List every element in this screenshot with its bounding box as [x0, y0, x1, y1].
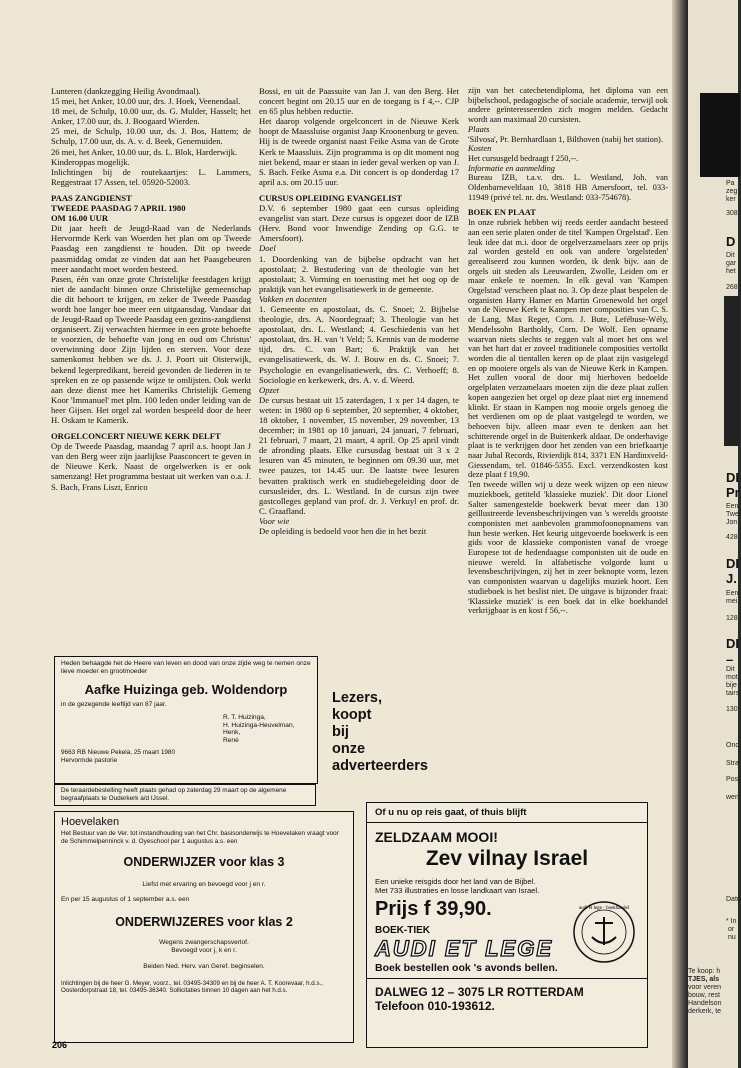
pref-line: Bevoegd voor j, k en r.	[171, 946, 237, 954]
fragment-text: J.	[726, 571, 737, 586]
fragment-text: Een	[726, 503, 739, 510]
subheading: Plaats	[468, 124, 490, 134]
fragment-text: –	[726, 652, 734, 667]
address-line: 9663 RB Nieuwe Pekela, 25 maart 1980	[61, 749, 176, 757]
section-heading: BOEK EN PLAAT	[468, 208, 536, 218]
appeal-line: Lezers,	[332, 690, 382, 706]
appeal-line: koopt	[332, 707, 372, 723]
appeal-line: onze	[332, 741, 366, 757]
address-line: Hervormde pastorie	[61, 756, 118, 764]
paragraph: Kinderoppas mogelijk.	[51, 156, 130, 167]
fragment-text: mot	[726, 674, 738, 681]
photo-block	[724, 296, 740, 446]
section-heading: CURSUS OPLEIDING EVANGELIST	[259, 192, 403, 203]
column-2	[259, 86, 459, 536]
fragment-text: Te koop: h	[688, 968, 721, 975]
fragment-text: Datu	[726, 896, 741, 903]
order-text: Boek bestellen ook 's avonds bellen.	[367, 962, 647, 979]
fragment-text: Een	[726, 590, 739, 597]
fragment-text: DI	[726, 636, 739, 651]
vacancy-intro-2: En per 15 augustus of 1 september a.s. een	[61, 896, 190, 904]
ad-header: Of u nu op reis gaat, of thuis blijft	[367, 803, 647, 823]
paragraph: zijn van het catechetendiploma, het diploma van een bijbelschool, pedagogische of sociale academie, terwijl ook andere geïnteresseerden zich mogen melden. Gedacht wordt aan maximaal 20 cursisten.	[468, 86, 668, 125]
shop-name: AUDI ET LEGE	[375, 936, 554, 961]
appeal-line: bij	[332, 724, 349, 740]
fragment-text: Dit	[726, 252, 735, 259]
fragment-text: zeg	[726, 188, 738, 195]
readers-appeal	[332, 690, 428, 775]
fragment-text: 268	[726, 284, 738, 291]
family-name: Henk,	[223, 729, 241, 737]
column-3	[468, 86, 668, 616]
fragment-text: mei	[726, 598, 738, 605]
column-1	[51, 86, 251, 492]
paragraph: Dit jaar heeft de Jeugd-Raad van de Nederlands Hervormde Kerk van Woerden het plan om op Tweede Paasdag een zangdienst te houden. Dit op tweede paasmiddag omdat ze vinden dat aan het Paasgebeuren meer aandacht moet worden besteed.	[51, 223, 251, 274]
pref-line: Wegens zwangerschapsverlof.	[159, 939, 249, 947]
paragraph: 1. Doordenking van de bijbelse opdracht van het apostolaat; 2. Bestudering van de theologie van het apostolaat; 3. Vorming en toerusting met het oog op de praktijk van het evangelisatiewerk in de gemeente.	[259, 253, 459, 294]
vacancy-place: Hoevelaken	[61, 816, 120, 828]
fragment-text: Pr	[726, 485, 740, 500]
book-title: Zev vilnay Israel	[425, 847, 589, 870]
fragment-text: Twe	[726, 511, 739, 518]
fragment-text: tairs	[726, 690, 740, 697]
book-price: Prijs f 39,90.	[375, 898, 492, 920]
page-gutter	[672, 0, 688, 1068]
fragment-text: Handelson	[688, 1000, 722, 1007]
paragraph: 1. Gemeente en apostolaat, ds. C. Snoei; 2. Bijbelse theologie, drs. A. Noordegraaf; 3. Theologie van het apostolaat, drs. L. Westland; 4. Geschiedenis van het apostolaat, drs. H. van 't Veld; 5. Kennis van de moderne tijd, drs. C. van Bart; 6. Praktijk van het evangelisatiewerk, ds. W. J. Bouw en ds. C. Snoei; 7. Psychologie en evangelisatiewerk, drs. C. Verhoeff; 8. Sociologie en kerkewerk, drs. A. v. d. Weerd.	[259, 303, 459, 385]
fragment-text: ker	[726, 196, 736, 203]
fragment-text: voor veren	[688, 984, 722, 991]
vacancy-members: Beiden Ned. Herv. van Geref. beginselen.	[143, 962, 265, 970]
paragraph: Op de Tweede Paasdag, maandag 7 april a.s. hoopt Jan J van den Berg weer zijn jaarlijkse Paasconcert te geven in de Nieuwe Kerk. Naast de orgelwerken is er ook samenzang! Het programma bestaat uit werken van o.a. J. S. Bach, Frans Liszt, Enrico	[51, 441, 251, 492]
paragraph: Ten tweede willen wij u deze week wijzen op een nieuw muziekboek, getiteld 'klassieke muziek'. Dit door Lionel Salter samengestelde boekwerk bevat meer dan 130 geïllustreerde levensbeschrijvingen van 's werelds grootste componisten met aanbevolen grammofoonopnamens van hun beste werken. Het keurig uitgevoerde boekwerk is een gids voor de klassieke componisten vanaf de vroege Europese tot de hedendaagse componisten uit de oude en nieuwe wereld. In alfabetische volgorde kunt u levensbeschrijvingen, zij het in zeer beknopte vorm, lezen van componisten waarvan u dagelijks muziek hoort. Een studieboek is het beslist niet. De uitgave is bijzonder fraai: 'Klassieke muziek' is een boek dat in elke boekhandel verkrijgbaar is en kost f 56,--.	[468, 480, 668, 616]
burial-text: De teraardebestelling heeft plaats gehad op zaterdag 29 maart op de algemene begraafplaats te Ouderkerk a/d IJssel.	[61, 787, 287, 802]
desc-line: Een unieke reisgids door het land van de Bijbel.	[375, 877, 536, 886]
desc-line: Met 733 illustraties en losse landkaart van Israel.	[375, 886, 540, 895]
seal-text: audi et lege · boekhandel	[578, 906, 630, 911]
paragraph: In onze rubriek hebben wij reeds eerder aandacht besteed aan een serie platen onder de titel 'Kampen Orgelstad'. Een leuk idee dat m.i. door de orgelverzamelaars zeer op prijs zal worden gesteld en ook van andere 'orgelsteden' gerealiseerd zou kunnen worden, ik denk bijv. aan de orgels uit steden als Leeuwarden, Zwolle, Leiden om er maar enkele te noemen. In elk geval van 'Kampen Orgelstad' verscheen plaat no. 3. Op deze plaat bespelen de organisten Harry Hamer en Martin Groenewold het orgel van de Nieuwe Kerk te Kampen met composities van C. S. de Lang, Max Reger, Corn. J. Bute, Lefébuse-Wély, Mendelssohn Bartholdy, Corn. De Wolf. Een opname waarvan niets slechts te zeggen valt al moet het ons wel van het hart dat er zoveel traditionele composities vertolkt worden die al tientallen keren op de plaat zijn vastgelegd en op mooiere orgels als van de Nieuwe Kerk in Kampen. Het zullen vooral de door mij hierboven bedoelde orgelplaten verzamelaars moeten zijn die deze plaat zullen kopen aangezien het orgel op deze plaat niet erg innemend klinkt. Er staan in Kampen nog mooie orgels genoeg die het verdienen om op de plaat vastgelegd te worden, we behoeven bijv. alleen maar even te denken aan het schitterende orgel in de Buitenkerk aldaar. De onderhavige plaat is te verkrijgen door het zenden van een briefkaartje naar Jubal Records, Rivierdijk 814, 3371 EN Hardinxveld-Giessendam, tel. 01846-5355. Excl. verzendkosten kost deze plaat f 19,90.	[468, 218, 668, 480]
audi-et-lege-seal-icon	[571, 899, 637, 965]
shop-address: DALWEG 12 – 3075 LR ROTTERDAM	[375, 985, 584, 999]
fragment-text: or	[728, 926, 735, 933]
fragment-text: Jon	[726, 519, 738, 526]
fragment-text: B	[726, 158, 736, 173]
subheading: Doel	[259, 243, 276, 254]
family-names	[55, 708, 317, 744]
paragraph: 26 mei, het Anker, 10.00 uur, ds. L. Blok, Harderwijk.	[51, 146, 238, 157]
subheading: Informatie en aanmelding	[468, 163, 555, 173]
paragraph: Pasen, één van onze grote Christelijke feestdagen krijgt niet de aandacht binnen onze Christelijke gemeenschap die dit behoort te krijgen, en zeker de Tweede Paasdag wordt hoe langer hoe meer een uitgaansdag. Vandaar dat de Jeugd-Raad op Tweede Paasdag een gezins-zangdienst organiseert. Zij verwachten hiermee in een grote behoefte te voorzien, de behoefte van jong en oud om Christus' overwinning door Zijn lijden en sterven. Voor deze samenkomst hebben we ds. J. J. Poort uit Oisterwijk, bekend legerpredikant, bereid gevonden de liederen in te spreken en ze op passende wijze te omlijsten. Ook werkt aan deze dienst mee het Kameriks Christelijk Gemeng Koor 'Immanuel' met plm. 100 leden onder leiding van de heer Gijsen. Het orgel zal worden bespeeld door de heer H. Oskam te Kamerik.	[51, 273, 251, 425]
fragment-text: Stra	[726, 760, 739, 767]
notice-age: in de gezegende leeftijd van 87 jaar.	[61, 701, 167, 708]
fragment-text: Ond	[726, 742, 740, 749]
vacancy-pref-2	[61, 939, 347, 955]
right-page-fragment	[688, 0, 741, 1068]
paragraph: Bossi, en uit de Paassuite van Jan J. van den Berg. Het concert begint om 20.15 uur en de toegang is f 4,--. CJP en 65 plus hebben reductie.	[259, 86, 459, 117]
fragment-text: Post	[726, 776, 741, 783]
paragraph: De cursus bestaat uit 15 zaterdagen, 1 x per 14 dagen, te weten: in 1980 op 6 september, 20 september, 4 oktober, 18 oktober, 1 november, 15 november, 29 november, 13 december; in 1981 op 10 januari, 24 januari, 7 februari, 21 februari, 7 maart, 21 maart, 4 april. Op 25 april vindt de afronding plaats. Elke cursusdag bestaat uit 3 x 2 lesuren van 45 minuten, te beginnen om 09.30 uur, met twee pauzes, tot 14.45 uur. De laatste twee lesuren bevatten praktisch werk en studiebegeleiding door de cursusleider, drs. L. Westland. In de cursus zijn twee gastcolleges gepland van prof. dr. J. Verkuyl en prof. dr. C. Graafland.	[259, 394, 459, 516]
vacancy-pref-1: Liefst met ervaring en bevoegd voor j en r.	[142, 881, 266, 889]
book-description	[367, 871, 647, 895]
section-subheading: TWEEDE PAASDAG 7 APRIL 1980	[51, 203, 186, 214]
appeal-line: adverteerders	[332, 758, 428, 774]
family-name: H. Huizinga-Heuvelman,	[223, 721, 295, 729]
paragraph: 15 mei, het Anker, 10.00 uur, drs. J. Hoek, Veenendaal.	[51, 96, 241, 107]
paragraph: Bureau IZB, t.a.v. drs. L. Westland, Joh. van Oldenbarneveltlaan 10, 3818 HB Amersfoort, tel. 033-11949 (privé tel. nr. drs. Westland: 033-754678).	[468, 173, 668, 202]
subheading: Kosten	[468, 144, 492, 154]
family-name: R. T. Huizinga,	[223, 714, 266, 721]
shop-phone: Telefoon 010-193612.	[375, 999, 495, 1013]
fragment-text: 128	[726, 615, 738, 622]
vacancy-title-1: ONDERWIJZER voor klas 3	[123, 855, 285, 870]
paragraph: D.V. 6 september 1980 gaat een cursus opleiding evangelist van start. Deze cursus is opgezet door de IZB (Herv. Bond voor Inwendige Zending op G.G. te Amersfoort).	[259, 203, 459, 244]
fragment-text: bije	[726, 682, 737, 689]
book-advertisement	[366, 802, 648, 1048]
paragraph: 18 mei, de Schulp, 10.00 uur, ds. G. Mulder, Hasselt; het Anker, 17.00 uur, ds. J. Boogaard Wierden.	[51, 106, 251, 127]
paragraph: Het daarop volgende orgelconcert in de Nieuwe Kerk hoopt de Maassluise organist Jaap Kroonenburg te geven. Hij is de tweede organist naast Feike Asma van de Grote Kerk te Maassluis. Zijn programma is op dit moment nog niet bekend, maar er staan in ieder geval werken op van J. S. Bach. Feike Asma e.a. Dit concert is op donderdag 17 april a.s. om 20.15 uur.	[259, 116, 459, 187]
paragraph: 'Silvosa', Pr. Bernhardlaan 1, Bilthoven (nabij het station).	[468, 134, 663, 144]
fragment-text: derkerk, te	[688, 1008, 722, 1015]
subheading: Vakken en docenten	[259, 293, 327, 304]
section-subheading: OM 16.00 UUR	[51, 213, 109, 224]
fragment-text: wen	[726, 794, 739, 801]
fragment-text: 130	[726, 706, 738, 713]
paragraph: Inlichtingen bij de routekaartjes: L. Lammers, Reggestraat 17 Assen, tel. 05920-52003.	[51, 166, 251, 187]
fragment-text: DI	[726, 556, 739, 571]
paragraph: De opleiding is bedoeld voor hen die in het bezit	[259, 526, 427, 537]
notice-intro: Heden behaagde het de Heere van leven en dood van onze zijde weg te nemen onze lieve moeder en grootmoeder	[61, 660, 311, 675]
subheading: Voor wie	[259, 515, 290, 526]
ad-zeldzaam: ZELDZAAM MOOI!	[375, 829, 498, 845]
vacancy-intro: Het Bestuur van de Ver. tot instandhouding van het Chr. basisonderwijs te Hoevelaken vraagt voor de Schimmelpenninck v. d. Oyeschool per 1 augustus a.s. een	[61, 830, 339, 845]
vacancy-info: Inlichtingen bij de heer G. Meyer, voorz., tel. 03495-34309 en bij de heer A. T. Koorevaar, h.d.s., Oosterdorpstraat 18, tel. 03495-36340. Sollicitaties binnen 10 dagen aan het h.d.s.	[61, 979, 323, 995]
fragment-text: * In	[726, 918, 737, 925]
vacancy-title-2: ONDERWIJZERES voor klas 2	[115, 915, 293, 930]
fragment-text: 308	[726, 210, 738, 217]
fragment-text: Pa	[726, 180, 735, 187]
section-heading: PAAS ZANGDIENST	[51, 192, 132, 203]
vacancy-ad	[54, 811, 354, 1043]
fragment-text: IN	[726, 142, 739, 157]
paragraph: Lunteren (dankzegging Heilig Avondmaal).	[51, 86, 201, 96]
section-heading: ORGELCONCERT NIEUWE KERK DELFT	[51, 431, 221, 442]
paragraph: Het cursusgeld bedraagt f 250,--.	[468, 153, 579, 163]
fragment-text: D	[726, 234, 736, 249]
deceased-name: Aafke Huizinga geb. Woldendorp	[84, 682, 288, 697]
fragment-text: het	[726, 268, 736, 275]
fragment-text: Dit	[726, 666, 735, 673]
death-notice	[54, 656, 318, 784]
fragment-text: bouw, rest	[688, 992, 720, 999]
page-number: 206	[52, 1040, 68, 1050]
paragraph: 25 mei, de Schulp, 10.00 uur, ds. J. Bos, Hattem; de Schulp, 17.00 uur, ds. A. v. d. Beek, Genemuiden.	[51, 126, 251, 147]
shop-label: BOEK-TIEK	[375, 925, 430, 936]
fragment-text: DI	[726, 470, 739, 485]
notice-address	[55, 744, 317, 764]
fragment-text: 428	[726, 534, 738, 541]
fragment-text: nu	[728, 934, 736, 941]
burial-notice	[54, 784, 316, 806]
fragment-text: TJES, als	[688, 976, 720, 983]
subheading: Opzet	[259, 384, 280, 395]
fragment-text: gar	[726, 260, 737, 267]
family-name: René	[223, 736, 239, 744]
